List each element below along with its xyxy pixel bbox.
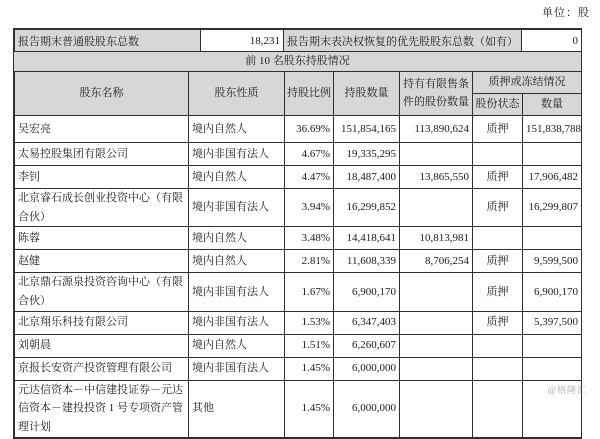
shareholder-name: 刘朝晨	[15, 334, 189, 357]
shares-held: 16,299,852	[334, 189, 400, 227]
restricted-shares	[400, 357, 473, 380]
shareholder-nature: 境内自然人	[189, 227, 285, 250]
pledge-status	[473, 357, 523, 380]
shareholder-name: 北京睿石成长创业投资中心（有限合伙）	[15, 189, 189, 227]
shares-held: 6,347,403	[334, 311, 400, 334]
unit-label: 单位：股	[542, 7, 590, 19]
watermark: @格隆汇	[547, 385, 587, 395]
pledge-amount	[523, 334, 582, 357]
restricted-shares: 10,813,981	[400, 227, 473, 250]
shares-held: 6,260,607	[334, 334, 400, 357]
col-header-restricted: 持有有限售条件的股份数量	[400, 72, 473, 116]
table-row	[15, 166, 582, 189]
pledge-amount: 16,299,807	[523, 189, 582, 227]
holders-table-body	[15, 116, 582, 438]
restricted-shares	[400, 311, 473, 334]
pledge-amount: 5,397,500	[523, 311, 582, 334]
holders-table	[14, 71, 582, 438]
holders-table-header	[15, 72, 582, 116]
section-title: 前 10 名股东持股情况	[14, 52, 581, 71]
preferred-holders-value: 0	[522, 30, 582, 52]
shareholding-ratio: 3.48%	[285, 227, 334, 250]
table-row	[15, 311, 582, 334]
shareholder-nature: 其他	[189, 380, 285, 437]
col-header-pledge-group: 质押或冻结情况	[473, 72, 582, 94]
pledge-status: 质押	[473, 250, 523, 273]
preferred-holders-label: 报告期末表决权恢复的优先股股东总数（如有）	[284, 30, 522, 52]
col-header-pledge-amount: 数量	[523, 94, 582, 116]
shareholding-ratio: 1.67%	[285, 273, 334, 311]
shareholder-name: 北京鼎石源泉投资咨询中心（有限合伙）	[15, 273, 189, 311]
shareholder-nature: 境内非国有法人	[189, 357, 285, 380]
shareholding-ratio: 3.94%	[285, 189, 334, 227]
ordinary-holders-value: 18,231	[201, 30, 284, 52]
shares-held: 14,418,641	[334, 227, 400, 250]
shares-held: 6,900,170	[334, 273, 400, 311]
shares-held: 6,000,000	[334, 357, 400, 380]
shareholder-nature: 境内自然人	[189, 166, 285, 189]
table-row	[15, 143, 582, 166]
pledge-status: 质押	[473, 273, 523, 311]
pledge-amount: 17,906,482	[523, 166, 582, 189]
shares-held: 18,487,400	[334, 166, 400, 189]
pledge-amount	[523, 143, 582, 166]
summary-row	[15, 30, 582, 52]
shareholder-name: 赵健	[15, 250, 189, 273]
table-row	[15, 357, 582, 380]
shares-held: 151,854,165	[334, 116, 400, 143]
shareholder-nature: 境内自然人	[189, 116, 285, 143]
shareholding-ratio: 1.45%	[285, 357, 334, 380]
pledge-status	[473, 334, 523, 357]
shareholder-name: 吴宏亮	[15, 116, 189, 143]
shareholder-name: 京报长安资产投资管理有限公司	[15, 357, 189, 380]
pledge-status	[473, 143, 523, 166]
shareholder-name: 太易控股集团有限公司	[15, 143, 189, 166]
restricted-shares: 13,865,550	[400, 166, 473, 189]
col-header-name: 股东名称	[15, 72, 189, 116]
pledge-amount	[523, 357, 582, 380]
shareholding-ratio: 36.69%	[285, 116, 334, 143]
summary-table	[14, 29, 582, 52]
shares-held: 6,000,000	[334, 380, 400, 437]
table-row	[15, 227, 582, 250]
col-header-pledge-status: 股份状态	[473, 94, 523, 116]
shareholder-nature: 境内非国有法人	[189, 143, 285, 166]
restricted-shares	[400, 189, 473, 227]
table-row	[15, 189, 582, 227]
shareholding-ratio: 1.53%	[285, 311, 334, 334]
table-row	[15, 380, 582, 437]
pledge-amount: 151,838,788	[523, 116, 582, 143]
pledge-status: 质押	[473, 116, 523, 143]
shareholder-nature: 境内自然人	[189, 250, 285, 273]
shares-held: 19,335,295	[334, 143, 400, 166]
restricted-shares	[400, 143, 473, 166]
shareholding-ratio: 1.51%	[285, 334, 334, 357]
restricted-shares	[400, 273, 473, 311]
shareholder-name: 北京翔乐科技有限公司	[15, 311, 189, 334]
restricted-shares: 113,890,624	[400, 116, 473, 143]
shareholder-name: 李钊	[15, 166, 189, 189]
pledge-amount: 6,900,170	[523, 273, 582, 311]
restricted-shares	[400, 380, 473, 437]
shareholder-nature: 境内非国有法人	[189, 311, 285, 334]
pledge-amount: 9,599,500	[523, 250, 582, 273]
shareholder-nature: 境内自然人	[189, 334, 285, 357]
restricted-shares	[400, 334, 473, 357]
shareholder-name: 陈蓉	[15, 227, 189, 250]
shareholder-nature: 境内非国有法人	[189, 273, 285, 311]
pledge-status	[473, 227, 523, 250]
shares-held: 11,608,339	[334, 250, 400, 273]
shareholder-table-container	[13, 28, 582, 439]
shareholding-ratio: 4.47%	[285, 166, 334, 189]
table-row	[15, 273, 582, 311]
pledge-status	[473, 380, 523, 437]
pledge-status: 质押	[473, 311, 523, 334]
col-header-shares: 持股数量	[334, 72, 400, 116]
shareholding-ratio: 2.81%	[285, 250, 334, 273]
col-header-nature: 股东性质	[189, 72, 285, 116]
shareholder-nature: 境内非国有法人	[189, 189, 285, 227]
restricted-shares: 8,706,254	[400, 250, 473, 273]
col-header-ratio: 持股比例	[285, 72, 334, 116]
ordinary-holders-label: 报告期末普通股股东总数	[15, 30, 201, 52]
shareholding-ratio: 1.45%	[285, 380, 334, 437]
pledge-status: 质押	[473, 166, 523, 189]
table-row	[15, 334, 582, 357]
table-row	[15, 250, 582, 273]
table-row	[15, 116, 582, 143]
shareholding-ratio: 4.67%	[285, 143, 334, 166]
pledge-amount	[523, 227, 582, 250]
shareholder-name: 元达信资本－中信建投证券－元达信资本－建投投资 1 号专项资产管理计划	[15, 380, 189, 437]
pledge-status: 质押	[473, 189, 523, 227]
